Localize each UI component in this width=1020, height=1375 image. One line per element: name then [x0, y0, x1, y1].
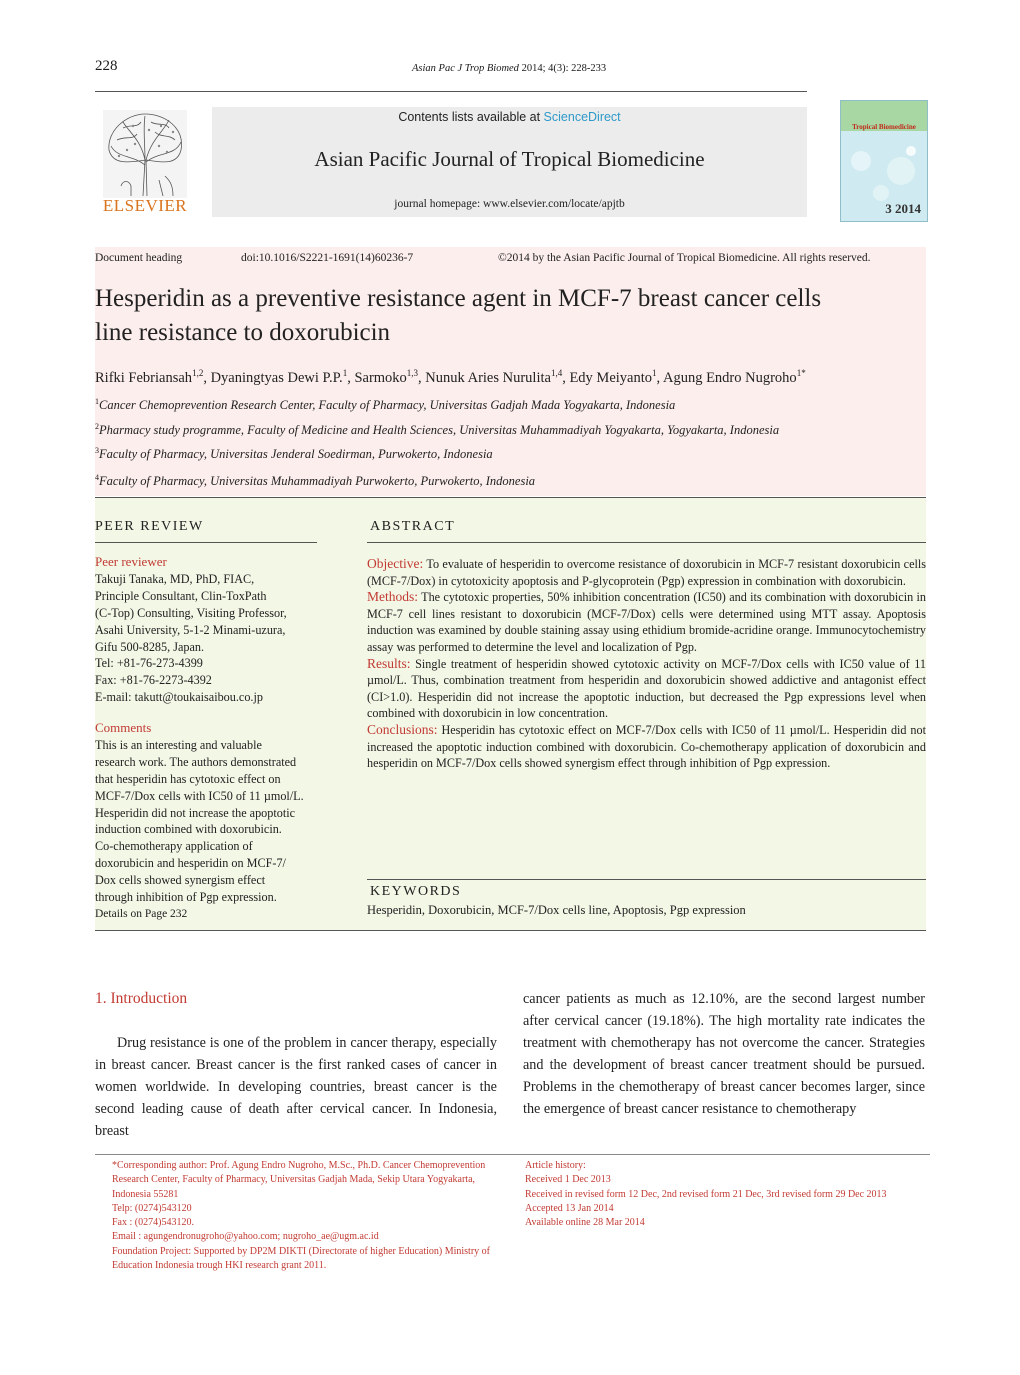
history-item: Accepted 13 Jan 2014: [525, 1202, 614, 1214]
comments-block: [95, 720, 317, 923]
corresponding-author: *Corresponding author: Prof. Agung Endro Nugroho, M.Sc., Ph.D. Cancer Chemoprevention Research Center, Faculty of Pharmacy, Universitas Gadjah Mada, Sekip Utara Yogyakarta, Indonesia 55281: [112, 1160, 486, 1200]
abstract-objective: [367, 556, 926, 589]
journal-title: Asian Pacific Journal of Tropical Biomedicine: [314, 147, 705, 171]
author-footnotes: [95, 1159, 495, 1273]
abstract-band-bottom-rule: [95, 930, 926, 931]
sciencedirect-link[interactable]: ScienceDirect: [543, 110, 621, 124]
author-separator: ,: [656, 369, 663, 386]
reviewer-line: Fax: +81-76-2273-4392: [95, 673, 212, 688]
methods-text: The cytotoxic properties, 50% inhibition concentration (IC50) and its combination with doxorubicin in MCF-7 cell lines resistant to doxorubicin (MCF-7/Dox) cells were determined using MTT assay. Apoptosis induction was examined by double staining assay using ethidium bromide-acridine orange. Immunocytochemistry assay was performed to determine the level and localization of Pgp.: [367, 590, 926, 654]
reviewer-line: Principle Consultant, Clin-ToxPath: [95, 588, 267, 603]
abstract-rule: [367, 542, 926, 543]
peer-review-rule: [95, 542, 317, 543]
abstract-body: [367, 556, 926, 772]
affiliation-text: Faculty of Pharmacy, Universitas Muhammadiyah Purwokerto, Purwokerto, Indonesia: [99, 474, 536, 489]
author-affil: 1,4: [550, 368, 563, 378]
email[interactable]: Email : agungendronugroho@yahoo.com; nugroho_ae@ugm.ac.id: [112, 1231, 379, 1243]
cover-title: Tropical Biomedicine: [852, 123, 916, 131]
affiliation-text: Pharmacy study programme, Faculty of Medicine and Health Sciences, Universitas Muhammadiyah Yogyakarta, Yogyakarta, Indonesia: [99, 423, 780, 438]
affiliation-number: 4: [95, 473, 99, 482]
affiliation: [95, 422, 779, 438]
details-link[interactable]: Details on Page 232: [95, 907, 188, 920]
comment-line: Co-chemotherapy application of: [95, 839, 253, 854]
conclusions-text: Hesperidin has cytotoxic effect on MCF-7/Dox cells with IC50 of 11 µmol/L. Hesperidin did not increased the apoptotic induction combined with doxorubicin. Co-chemotherapy application of doxorubicin and hesperidin on MCF-7/Dox cells showed synergism effect through inhibition of Pgp expression.: [367, 722, 926, 771]
introduction-heading: 1. Introduction: [95, 990, 188, 1007]
affiliation: [95, 473, 535, 489]
history-item: Available online 28 Mar 2014: [525, 1217, 645, 1229]
keywords-text: Hesperidin, Doxorubicin, MCF-7/Dox cells line, Apoptosis, Pgp expression: [367, 903, 746, 917]
fax: Fax : (0274)543120.: [112, 1217, 194, 1229]
doi[interactable]: doi:10.1016/S2221-1691(14)60236-7: [241, 252, 414, 264]
keywords-label: KEYWORDS: [370, 884, 462, 899]
article-history: [525, 1159, 925, 1230]
author-affil: 1*: [796, 368, 806, 378]
results-text: Single treatment of hesperidin showed cytotoxic activity on MCF-7/Dox cells with IC50 value of 11 µmol/L. Thus, combination treatment from hesperidin and doxorubicin showed addictive and antagonist effect (CI>1.0). Hesperidin did not increase the apoptotic induction, but decreased the Pgp expressions level when combined with doxorubicin in low concentration.: [367, 656, 926, 721]
article-title: [95, 282, 927, 350]
history-item: Received in revised form 12 Dec, 2nd revised form 21 Dec, 3rd revised form 29 Dec 2013: [525, 1188, 887, 1200]
keywords-rule: [367, 879, 926, 880]
history-title: Article history:: [525, 1160, 586, 1171]
journal-masthead: [212, 107, 807, 217]
author-separator: ,: [562, 369, 570, 386]
comment-line: Hesperidin did not increase the apoptotic: [95, 805, 296, 820]
affiliation-text: Faculty of Pharmacy, Universitas Jenderal Soedirman, Purwokerto, Indonesia: [99, 447, 493, 462]
affiliation-number: 1: [95, 397, 99, 406]
intro-right-column: cancer patients as much as 12.10%, are the second largest number after cervical cancer (19.18%). The high mortality rate indicates the treatment with chemotherapy has not overcome the cancer. Strategies and the development of breast cancer treatment should be pursued. Problems in the chemotherapy of breast cancer becomes larger, since the emergence of breast cancer resistance to chemotherapy: [523, 991, 925, 1117]
author-affil: 1: [652, 368, 657, 378]
affiliation-number: 3: [95, 446, 99, 455]
affiliation-text: Cancer Chemoprevention Research Center, Faculty of Pharmacy, Universitas Gadjah Mada Yogyakarta, Indonesia: [99, 398, 676, 413]
title-line-1: Hesperidin as a preventive resistance agent in MCF-7 breast cancer cells: [95, 285, 822, 312]
peer-reviewer-heading: Peer reviewer: [95, 554, 167, 569]
abstract-band-top-rule: [95, 497, 926, 498]
contents-prefix: Contents lists available at: [398, 110, 544, 124]
author-name: Sarmoko: [354, 369, 407, 386]
publisher-logo-text: ELSEVIER: [102, 196, 188, 215]
funding: Foundation Project: Supported by DP2M DIKTI (Directorate of higher Education) Ministry of Education Indonesia trough HKI research grant 2011.: [112, 1245, 490, 1272]
contents-line: [212, 110, 807, 124]
comment-line: Dox cells showed synergism effect: [95, 873, 266, 888]
conclusions-label: Conclusions:: [367, 721, 438, 737]
footnote-rule: [95, 1154, 930, 1155]
author-name: Edy Meiyanto: [569, 369, 653, 386]
author-separator: ,: [203, 369, 211, 386]
journal-cover-image: [840, 100, 928, 222]
reviewer-email[interactable]: E-mail: takutt@toukaisaibou.co.jp: [95, 690, 263, 705]
copyright: ©2014 by the Asian Pacific Journal of Tropical Biomedicine. All rights reserved.: [498, 252, 871, 264]
author-affil: 1: [342, 368, 348, 378]
reviewer-line: Takuji Tanaka, MD, PhD, FIAC,: [95, 571, 255, 586]
document-heading: Document heading: [95, 252, 183, 264]
telephone: Telp: (0274)543120: [112, 1202, 192, 1214]
abstract-label: ABSTRACT: [370, 519, 456, 534]
title-line-2: line resistance to doxorubicin: [95, 319, 391, 346]
elsevier-logo: [95, 108, 195, 216]
affiliation-number: 2: [95, 422, 99, 431]
comment-line: This is an interesting and valuable: [95, 737, 262, 752]
objective-label: Objective:: [367, 556, 424, 571]
reviewer-line: Asahi University, 5-1-2 Minami-uzura,: [95, 622, 286, 637]
comments-heading: Comments: [95, 720, 152, 735]
page-number: 228: [95, 58, 118, 74]
author-separator: ,: [418, 369, 426, 386]
author-name: Agung Endro Nugroho: [662, 369, 797, 386]
affiliation: [95, 397, 675, 413]
results-label: Results:: [367, 655, 411, 671]
comment-line: research work. The authors demonstrated: [95, 754, 297, 769]
peer-review-label: PEER REVIEW: [95, 519, 204, 534]
peer-reviewer-block: [95, 554, 317, 706]
intro-left-column: Drug resistance is one of the problem in cancer therapy, especially in breast cancer. Breast cancer is the first ranked cases of cancer in women worldwide. In developing countries, breast cancer is the second leading cause of death after cervical cancer. In Indonesia, breast: [95, 1035, 497, 1139]
author-name: Rifki Febriansah: [95, 369, 193, 386]
abstract-conclusions: [367, 722, 926, 772]
comment-line: that hesperidin has cytotoxic effect on: [95, 771, 281, 786]
journal-abbr: Asian Pac J Trop Biomed: [412, 63, 519, 74]
reviewer-line: Tel: +81-76-273-4399: [95, 656, 203, 671]
comment-line: through inhibition of Pgp expression.: [95, 890, 277, 905]
author-list: [95, 368, 806, 387]
author-separator: ,: [347, 369, 355, 386]
running-head: [412, 63, 606, 74]
methods-label: Methods:: [367, 589, 419, 605]
tree-icon: [103, 110, 187, 198]
comment-line: MCF-7/Dox cells with IC50 of 11 µmol/L.: [95, 788, 304, 803]
cover-issue: 3 2014: [885, 201, 921, 216]
comment-line: induction combined with doxorubicin.: [95, 822, 282, 837]
header-rule: [95, 91, 807, 92]
citation: 2014; 4(3): 228-233: [521, 63, 607, 74]
abstract-methods: [367, 589, 926, 655]
author-affil: 1,3: [406, 368, 419, 378]
author-name: Nunuk Aries Nurulita: [425, 369, 551, 386]
affiliation: [95, 446, 493, 462]
reviewer-line: (C-Top) Consulting, Visiting Professor,: [95, 605, 287, 620]
journal-homepage[interactable]: journal homepage: www.elsevier.com/locate/apjtb: [394, 198, 625, 210]
author-name: Dyaningtyas Dewi P.P.: [210, 369, 343, 386]
objective-text: To evaluate of hesperidin to overcome resistance of doxorubicin in MCF-7 resistant doxorubicin cells (MCF-7/Dox) in cytotoxicity apoptosis and P-glycoprotein (Pgp) expression in combination with doxorubicin.: [367, 557, 926, 588]
history-item: Received 1 Dec 2013: [525, 1174, 611, 1186]
author-affil: 1,2: [192, 368, 204, 378]
reviewer-line: Gifu 500-8285, Japan.: [95, 639, 204, 654]
abstract-results: [367, 656, 926, 722]
comment-line: doxorubicin and hesperidin on MCF-7/: [95, 856, 286, 871]
